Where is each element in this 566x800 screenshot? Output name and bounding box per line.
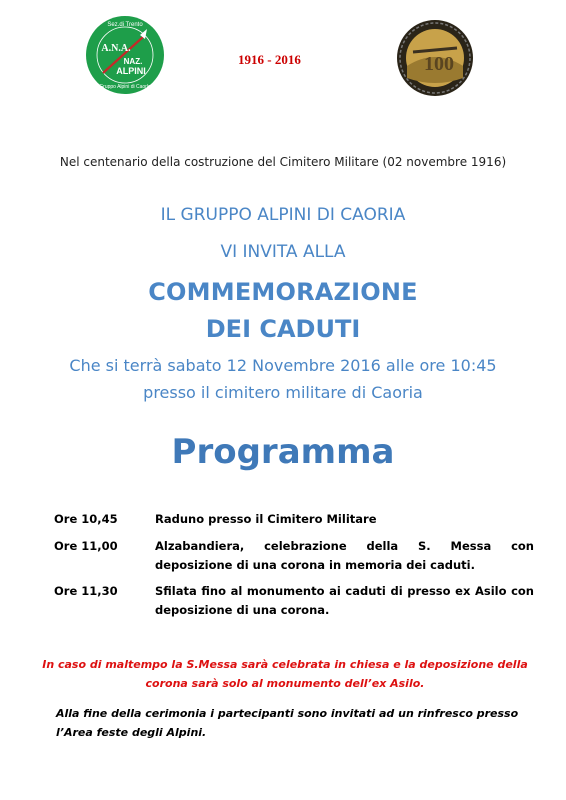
programma-title: Programma	[171, 432, 395, 472]
schedule-desc: Alzabandiera, celebrazione della S. Messa con deposizione di una corona in memoria dei caduti.	[155, 539, 534, 572]
weather-warning: In caso di maltempo la S.Messa sarà celebrata in chiesa e la deposizione della corona sarà solo al monumento dell’ex Asilo.	[42, 658, 528, 690]
headline-commemorazione: COMMEMORAZIONE	[148, 278, 418, 306]
logo-label-bottom: Gruppo Alpini di Caorle	[99, 84, 151, 90]
logo-label-alpini: ALPINI	[116, 66, 146, 76]
logo-label-naz: NAZ.	[123, 57, 143, 66]
schedule-time: Ore 10,45	[54, 512, 118, 526]
centenary-number: 100	[424, 53, 454, 75]
schedule-desc: Raduno presso il Cimitero Militare	[155, 512, 377, 526]
intro-text: Nel centenario della costruzione del Cimitero Militare (02 novembre 1916)	[59, 155, 507, 169]
schedule-desc: Sfilata fino al monumento ai caduti di presso ex Asilo con deposizione di una corona.	[155, 584, 534, 617]
centenary-logo	[395, 18, 475, 98]
ana-logo	[85, 15, 165, 95]
centenary-years: 1916 - 2016	[238, 52, 301, 67]
headline-invite: VI INVITA ALLA	[220, 242, 346, 262]
closing-note: Alla fine della cerimonia i partecipanti sono invitati ad un rinfresco presso l’Area feste degli Alpini.	[56, 707, 519, 739]
schedule-time: Ore 11,30	[54, 584, 118, 598]
headline-group: IL GRUPPO ALPINI DI CAORIA	[160, 205, 406, 225]
event-date: Che si terrà sabato 12 Novembre 2016 alle ore 10:45	[69, 356, 497, 375]
event-location: presso il cimitero militare di Caoria	[143, 383, 423, 402]
logo-label-top: Sez.di Trento	[107, 22, 143, 28]
logo-mark: A.N.A.	[101, 43, 131, 54]
schedule-time: Ore 11,00	[54, 539, 118, 553]
headline-caduti: DEI CADUTI	[205, 315, 361, 343]
